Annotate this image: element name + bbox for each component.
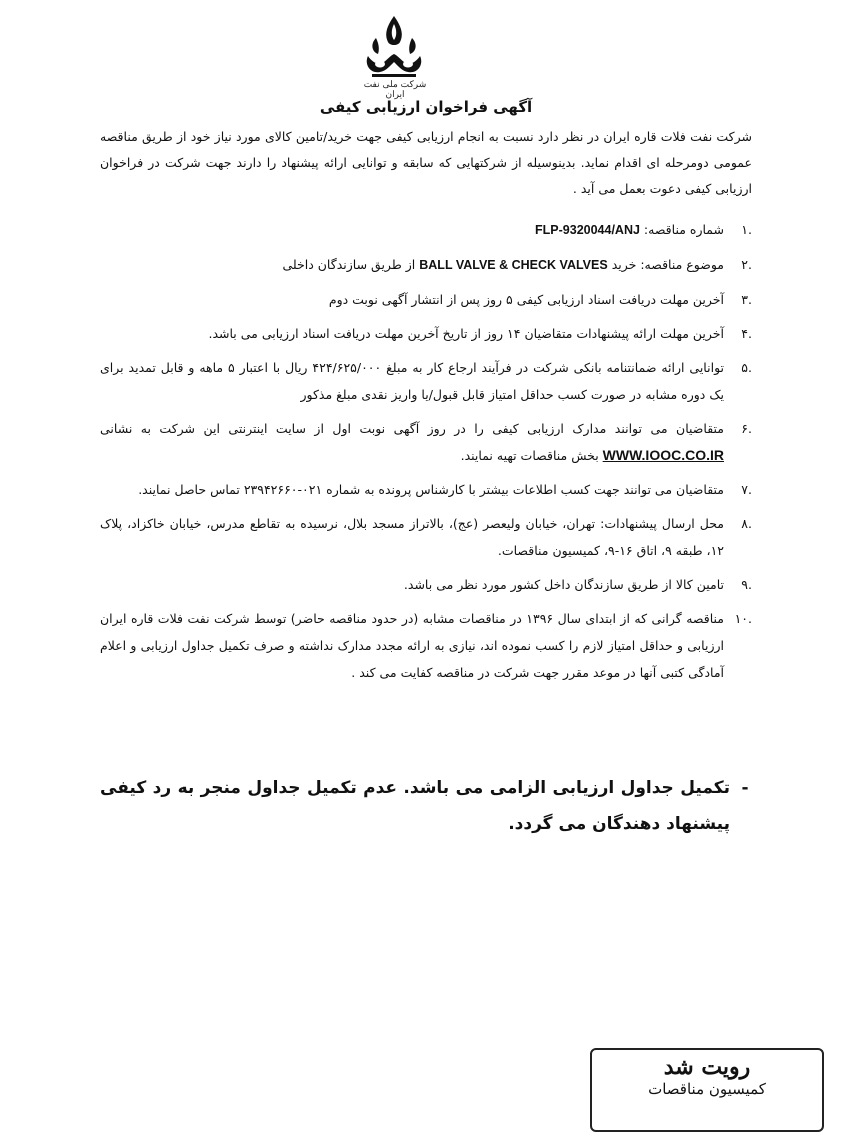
intro-paragraph: شرکت نفت فلات قاره ایران در نظر دارد نسبت به انجام ارزیابی کیفی جهت خرید/تامین کالای مورد نیاز خود از طریق مناقصه عمومی دومرحله ای اقدام نماید. بدینوسیله از شرکتهایی که سابقه و توانایی ارائه پیشنهاد را دارند جهت شرکت در فراخوان ارزیابی کیفی دعوت بعمل می آید . [100, 129, 752, 196]
list-item [100, 216, 752, 244]
received-stamp [590, 1048, 824, 1132]
item-number: .۷ [741, 482, 752, 497]
item-number: .۱۰ [734, 611, 752, 626]
item-number: .۴ [741, 326, 752, 341]
list-item [100, 415, 752, 469]
item-text: آخرین مهلت دریافت اسناد ارزیابی کیفی ۵ روز پس از انتشار آگهی نوبت دوم [328, 292, 724, 307]
item-text: آخرین مهلت ارائه پیشنهادات متقاضیان ۱۴ روز از تاریخ آخرین مهلت دریافت اسناد ارزیابی می باشد. [208, 326, 724, 341]
tender-number: FLP-9320044/ANJ [535, 223, 640, 237]
item-text-part: شماره مناقصه: [643, 222, 724, 237]
logo-caption: شرکت ملی نفت ایران [363, 80, 427, 100]
website-link[interactable]: WWW.IOOC.CO.IR [602, 447, 724, 463]
list-item [100, 510, 752, 564]
item-text: محل ارسال پیشنهادات: تهران، خیابان ولیعصر (عج)، بالاتراز مسجد بلال، نرسیده به تقاطع مدرس، خیابان خاکزاد، پلاک ۱۲، طبقه ۹، اتاق ۱۶-۹، کمیسیون مناقصات. [100, 516, 724, 558]
item-number: .۵ [741, 360, 752, 375]
notice-text: تکمیل جداول ارزیابی الزامی می باشد. عدم تکمیل جداول منجر به رد کیفی پیشنهاد دهندگان می گردد. [100, 778, 730, 834]
item-text [100, 415, 724, 469]
item-text-part: موضوع مناقصه: خرید [611, 257, 724, 272]
item-text-part: از طریق سازندگان داخلی [282, 257, 416, 272]
tender-subject: BALL VALVE & CHECK VALVES [419, 258, 608, 272]
item-text: توانایی ارائه ضمانتنامه بانکی شرکت در فرآیند ارجاع کار به مبلغ ۴۲۴/۶۲۵/۰۰۰ ریال با اعتبار ۵ ماهه و قابل تمدید برای یک دوره مشابه در صورت کسب حداقل امتیاز قابل قبول/یا واریز نقدی مبلغ مذکور [100, 360, 725, 402]
list-item [100, 286, 752, 313]
conditions-list [100, 216, 752, 693]
item-number: .۸ [741, 516, 752, 531]
stamp-line-2: کمیسیون مناقصات [648, 1080, 766, 1098]
list-item [100, 354, 752, 408]
item-text-part: متقاضیان می توانند مدارک ارزیابی کیفی را در روز آگهی نوبت اول از سایت اینترنتی این شرکت به نشانی [100, 421, 724, 436]
item-number: .۱ [741, 222, 752, 237]
list-item [100, 476, 752, 503]
item-text-part: بخش مناقصات تهیه نمایند. [460, 448, 599, 463]
item-number: .۳ [741, 292, 752, 307]
item-number: .۲ [741, 257, 752, 272]
item-text: تامین کالا از طریق سازندگان داخل کشور مورد نظر می باشد. [403, 577, 724, 592]
notice-dash: - [741, 778, 749, 798]
list-item [100, 251, 752, 279]
stamp-line-1: رویت شد [663, 1054, 751, 1080]
page-title: آگهی فراخوان ارزیابی کیفی [319, 98, 533, 116]
item-text [100, 251, 724, 279]
item-number: .۹ [741, 577, 752, 592]
list-item [100, 320, 752, 347]
list-item [100, 605, 752, 686]
mandatory-notice [100, 770, 760, 842]
item-number: .۶ [741, 421, 752, 436]
item-text [100, 216, 724, 244]
item-text: متقاضیان می توانند جهت کسب اطلاعات بیشتر با کارشناس پرونده به شماره ۰۲۱-۲۳۹۴۲۶۶۰ تماس حاصل نمایند. [138, 482, 724, 497]
item-text: مناقصه گرانی که از ابتدای سال ۱۳۹۶ در مناقصات مشابه (در حدود مناقصه حاضر) توسط شرکت نفت فلات قاره ایران ارزیابی و حداقل امتیاز لازم را کسب نموده اند، نیازی به ارائه مجدد مدارک نداشته و صرف تکمیل جداول ارزیابی و اعلام آمادگی کتبی آنها در موعد مقرر جهت شرکت در مناقصه کفایت می کند . [100, 611, 724, 680]
list-item [100, 571, 752, 598]
